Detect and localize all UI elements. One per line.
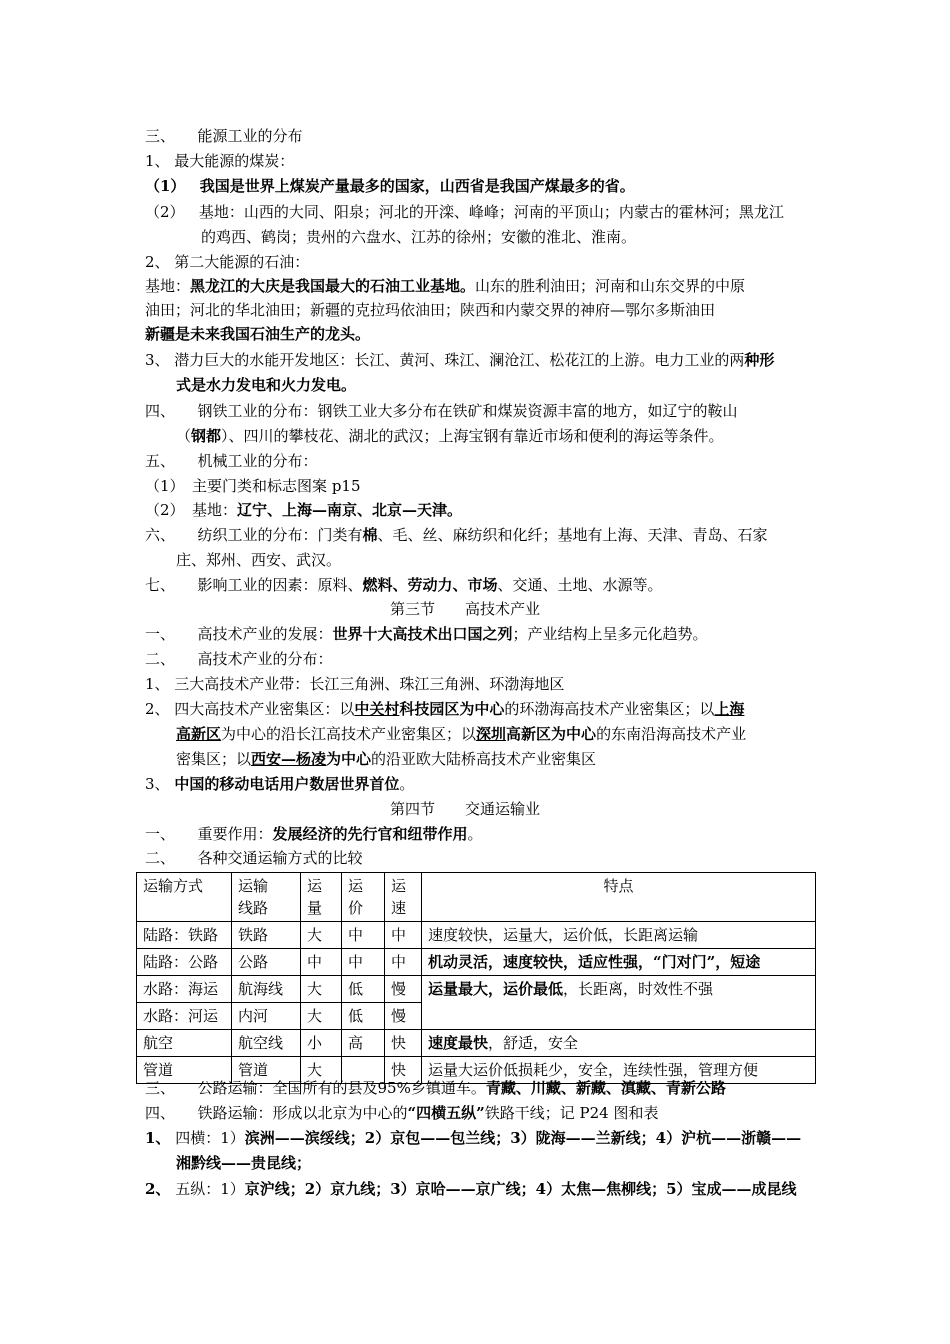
table-cell: 快 — [385, 1030, 422, 1057]
line-highway: 三、 公路运输：全国所有的县及95%乡镇通车。青藏、川藏、新藏、滇藏、青新公路 — [145, 1079, 726, 1097]
table-cell: 内河 — [232, 1003, 301, 1030]
line-textile: 六、 纺织工业的分布：门类有棉、毛、丝、麻纺织和化纤；基地有上海、天津、青岛、石家 — [145, 526, 768, 544]
line-textile-b: 庄、郑州、西安、武汉。 — [176, 551, 342, 569]
table-cell: 航空 — [137, 1030, 232, 1057]
line-hitech-zones-b: 高新区为中心的沿长江高技术产业密集区；以深圳高新区为中心的东南沿海高技术产业 — [176, 725, 747, 743]
line-oil-2: 油田；河北的华北油田；新疆的克拉玛依油田；陕西和内蒙交界的神府—鄂尔多斯油田 — [145, 301, 716, 319]
table-cell: 速度较快，运量大，运价低，长距离运输 — [422, 922, 816, 949]
table-cell: 慢 — [385, 1003, 422, 1030]
line-factors: 七、 影响工业的因素：原料、燃料、劳动力、市场、交通、土地、水源等。 — [145, 576, 663, 594]
table-cell: 管道 — [137, 1057, 232, 1084]
line-transport-role: 一、 重要作用：发展经济的先行官和纽带作用。 — [145, 825, 483, 843]
line-steel: 四、 钢铁工业的分布：钢铁工业大多分布在铁矿和煤炭资源丰富的地方，如辽宁的鞍山 — [145, 402, 738, 420]
table-cell: 大 — [301, 1003, 342, 1030]
table-cell: 公路 — [232, 949, 301, 976]
line-hitech-dist: 二、 高技术产业的分布： — [145, 650, 333, 668]
line-railway-horizontal-b: 湘黔线——贵昆线； — [176, 1154, 312, 1172]
section-3-title: 第三节 高技术产业 — [390, 600, 541, 618]
table-row — [137, 922, 816, 949]
table-cell: 中 — [385, 922, 422, 949]
table-cell: 速度最快，舒适，安全 — [422, 1030, 816, 1057]
table-header-row — [137, 873, 816, 922]
table-header: 运 量 — [301, 873, 342, 922]
table-cell: 中 — [342, 922, 385, 949]
table-cell: 中 — [342, 949, 385, 976]
table-cell: 运量最大，运价最低，长距离，时效性不强 — [422, 976, 816, 1030]
table-cell: 慢 — [385, 976, 422, 1003]
table-cell: 低 — [342, 1003, 385, 1030]
line-oil-3: 新疆是未来我国石油生产的龙头。 — [145, 325, 371, 343]
table-header: 特点 — [422, 873, 816, 922]
table-cell: 水路：海运 — [137, 976, 232, 1003]
line-railway: 四、 铁路运输：形成以北京为中心的“四横五纵”铁路干线；记 P24 图和表 — [145, 1104, 659, 1122]
table-cell: 运量大运价低损耗少，安全，连续性强，管理方便 — [422, 1057, 816, 1084]
table-row — [137, 976, 816, 1003]
line-hydro: 3、 潜力巨大的水能开发地区：长江、黄河、珠江、澜沧江、松花江的上游。电力工业的两种形 — [145, 351, 775, 369]
line-coal-2: （2） 基地：山西的大同、阳泉；河北的开滦、峰峰；河南的平顶山；内蒙古的霍林河；黑龙江 — [145, 203, 784, 221]
table-cell: 航空线 — [232, 1030, 301, 1057]
line-hitech-belts: 1、 三大高技术产业带：长江三角洲、珠江三角洲、环渤海地区 — [145, 675, 565, 693]
line-hydro-b: 式是水力发电和火力发电。 — [176, 376, 357, 394]
table-header: 运输方式 — [137, 873, 232, 922]
line-machinery: 五、 机械工业的分布： — [145, 452, 318, 470]
line-coal-1: （1） 我国是世界上煤炭产量最多的国家，山西省是我国产煤最多的省。 — [145, 177, 635, 195]
table-cell: 陆路：公路 — [137, 949, 232, 976]
line-machinery-1: （1） 主要门类和标志图案 p15 — [145, 477, 361, 495]
table-header: 运输 线路 — [232, 873, 301, 922]
line-oil-title: 2、 第二大能源的石油： — [145, 253, 310, 271]
transport-table — [136, 872, 816, 1084]
line-oil-1: 基地：黑龙江的大庆是我国最大的石油工业基地。山东的胜利油田；河南和山东交界的中原 — [145, 277, 746, 295]
table-cell: 大 — [301, 922, 342, 949]
heading-energy: 三、 能源工业的分布 — [145, 127, 303, 145]
line-coal-2b: 的鸡西、鹤岗；贵州的六盘水、江苏的徐州；安徽的淮北、淮南。 — [201, 228, 637, 246]
table-header: 运 速 — [385, 873, 422, 922]
table-row — [137, 1030, 816, 1057]
line-steel-b: （钢都）、四川的攀枝花、湖北的武汉；上海宝钢有靠近市场和便利的海运等条件。 — [176, 427, 724, 445]
table-cell: 中 — [301, 949, 342, 976]
table-cell: 航海线 — [232, 976, 301, 1003]
line-hitech-zones-c: 密集区；以西安—杨凌为中心的沿亚欧大陆桥高技术产业密集区 — [176, 750, 597, 768]
table-row — [137, 949, 816, 976]
section-4-title: 第四节 交通运输业 — [390, 800, 541, 818]
table-cell: 低 — [342, 976, 385, 1003]
line-hitech-dev: 一、 高技术产业的发展：世界十大高技术出口国之列；产业结构上呈多元化趋势。 — [145, 625, 708, 643]
line-mobile: 3、 中国的移动电话用户数居世界首位。 — [145, 775, 415, 793]
table-cell: 水路：河运 — [137, 1003, 232, 1030]
table-cell: 陆路：铁路 — [137, 922, 232, 949]
table-cell: 小 — [301, 1030, 342, 1057]
line-railway-vertical: 2、 五纵：1）京沪线；2）京九线；3）京哈——京广线；4）太焦—焦柳线；5）宝成——成昆线 — [145, 1180, 797, 1198]
line-machinery-2: （2） 基地：辽宁、上海—南京、北京—天津。 — [145, 501, 463, 519]
table-header: 运 价 — [342, 873, 385, 922]
table-cell: 大 — [301, 976, 342, 1003]
table-cell: 机动灵活，速度较快，适应性强，“门对门”，短途 — [422, 949, 816, 976]
table-cell: 快 — [385, 1057, 422, 1084]
line-coal-title: 1、 最大能源的煤炭： — [145, 152, 295, 170]
table-cell: 管道 — [232, 1057, 301, 1084]
line-railway-horizontal: 1、 四横：1）滨洲——滨绥线；2）京包——包兰线；3）陇海——兰新线；4）沪杭——浙赣—— — [145, 1129, 802, 1147]
table-cell: 大 — [301, 1057, 342, 1084]
table-cell: 中 — [385, 949, 422, 976]
line-transport-compare: 二、 各种交通运输方式的比较 — [145, 849, 363, 867]
table-cell: 铁路 — [232, 922, 301, 949]
table-cell: 高 — [342, 1030, 385, 1057]
line-hitech-zones: 2、 四大高技术产业密集区：以中关村科技园区为中心的环渤海高技术产业密集区；以上海 — [145, 700, 745, 718]
